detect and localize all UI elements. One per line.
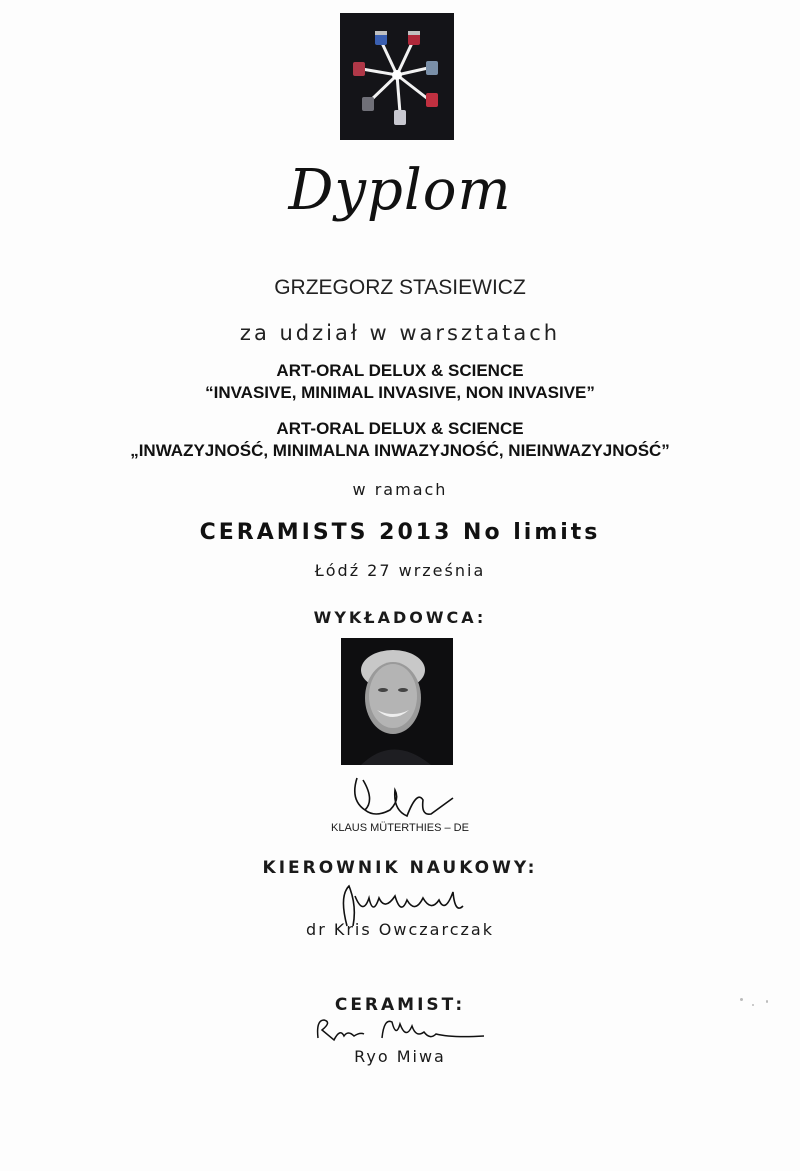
scan-speck (740, 998, 743, 1001)
ceramist-signature (312, 1012, 492, 1046)
scientific-director-name: dr Kris Owczarczak (306, 920, 494, 939)
lecturer-photo (341, 638, 453, 765)
ceramist-heading: CERAMIST: (334, 995, 466, 1015)
ceramist-name: Ryo Miwa (354, 1047, 446, 1066)
within-text: w ramach (352, 480, 448, 499)
workshop-subtitle-en: “INVASIVE, MINIMAL INVASIVE, NON INVASIVE” (205, 383, 595, 402)
workshop-subtitle-pl: „INWAZYJNOŚĆ, MINIMALNA INWAZYJNOŚĆ, NIEINWAZYJNOŚĆ” (130, 441, 670, 460)
event-name: CERAMISTS 2013 No limits (199, 520, 601, 545)
lecturer-signature (345, 770, 465, 830)
lecturer-heading: WYKŁADOWCA: (313, 608, 487, 627)
workshop-title-en: ART-ORAL DELUX & SCIENCE (276, 361, 524, 380)
event-logo (340, 13, 454, 140)
scan-speck (752, 1004, 754, 1006)
scan-speck (766, 1000, 768, 1003)
workshop-title-pl: ART-ORAL DELUX & SCIENCE (276, 419, 524, 438)
ceramic-vials-star-icon (340, 13, 454, 140)
participation-text: za udział w warsztatach (239, 321, 561, 345)
lecturer-portrait-icon (341, 638, 453, 765)
diploma-title: Dyplom (288, 158, 512, 223)
scientific-director-heading: KIEROWNIK NAUKOWY: (262, 858, 538, 878)
place-date: Łódź 27 września (314, 561, 486, 580)
lecturer-name: KLAUS MÜTERTHIES – DE (331, 822, 469, 834)
recipient-name: GRZEGORZ STASIEWICZ (274, 276, 526, 299)
